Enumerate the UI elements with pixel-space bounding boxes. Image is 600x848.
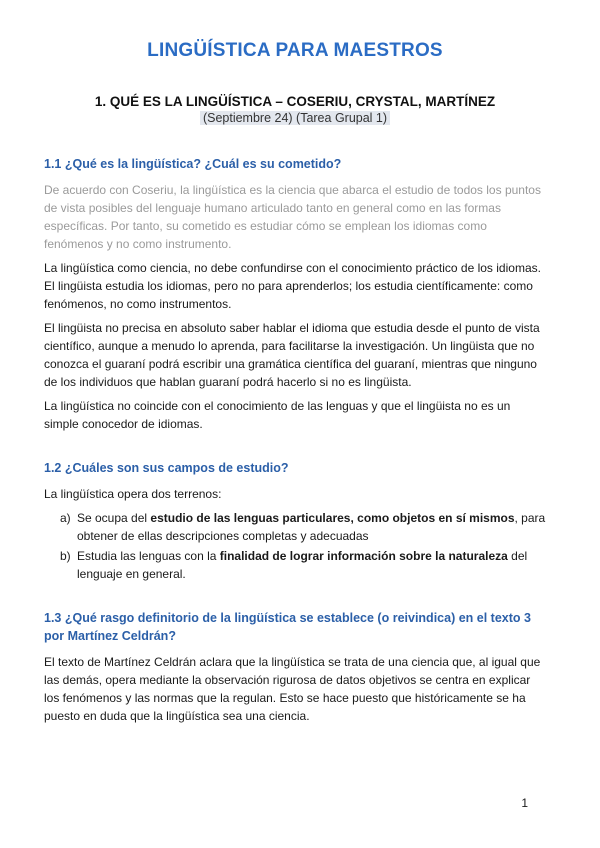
emphasis: estudio de las lenguas particulares [150, 511, 351, 525]
chapter-subheading [44, 111, 546, 125]
section-3-paragraph-1: El texto de Martínez Celdrán aclara que la lingüística se trata de una ciencia que, al igual que las demás, opera mediante la observación rigurosa de datos objetivos se centra en explicar los fenómenos y las normas que la regulan. Esto se hace puesto que históricamente se ha puesto en duda que la lingüística sea una ciencia. [44, 655, 541, 723]
list-marker: b) [60, 549, 71, 563]
section-3 [44, 609, 546, 725]
document-title: LINGÜÍSTICA PARA MAESTROS [147, 40, 443, 61]
section-2-intro: La lingüística opera dos terrenos: [44, 487, 222, 501]
fields-list [44, 509, 546, 583]
chapter-heading: 1. QUÉ ES LA LINGÜÍSTICA – COSERIU, CRYSTAL, MARTÍNEZ [94, 94, 496, 109]
section-1-paragraph-4: La lingüística no coincide con el conocimiento de las lenguas y que el lingüista no es un simple conocedor de idiomas. [44, 399, 511, 431]
section-3-title: 1.3 ¿Qué rasgo definitorio de la lingüística se establece (o reivindica) en el texto 3 por Martínez Celdrán? [44, 611, 531, 643]
section-2-title: 1.2 ¿Cuáles son sus campos de estudio? [44, 461, 289, 475]
list-marker: a) [60, 511, 71, 525]
section-1-paragraph-2: La lingüística como ciencia, no debe confundirse con el conocimiento práctico de los idiomas. El lingüista estudia los idiomas, pero no para aprenderlos; los estudia científicamente: como fenómenos, no como instrumentos. [44, 261, 541, 311]
emphasis: finalidad de lograr información sobre la naturaleza [219, 549, 508, 563]
section-1 [44, 155, 546, 433]
section-1-paragraph-1: De acuerdo con Coseriu, la lingüística es la ciencia que abarca el estudio de todos los puntos de vista posibles del lenguaje humano articulado tanto en general como en las formas específicas. Por tanto, su cometido es estudiar cómo se emplean los idiomas como fenómenos y no como instrumento. [44, 183, 541, 251]
section-2 [44, 459, 546, 583]
subheading-highlight: (Septiembre 24) (Tarea Grupal 1) [200, 111, 390, 125]
page-number: 1 [521, 796, 528, 810]
section-1-paragraph-3: El lingüista no precisa en absoluto saber hablar el idioma que estudia desde el punto de vista científico, aunque a menudo lo aprenda, para facilitarse la investigación. Un lingüista que no conozca el guaraní podrá escribir una gramática científica del guaraní, mientras que ninguno de los individuos que hablan guaraní podrá hacerlo si no es lingüista. [44, 321, 540, 389]
section-1-title: 1.1 ¿Qué es la lingüística? ¿Cuál es su cometido? [44, 157, 342, 171]
list-item: b) Estudia las lenguas con la finalidad de lograr información sobre la naturaleza del lenguaje en general. [60, 549, 528, 581]
list-item: a) Se ocupa del estudio de las lenguas particulares, como objetos en sí mismos, para obtener de ellas descripciones completas y adecuadas [60, 511, 546, 543]
emphasis: como objetos en sí mismos [357, 511, 515, 525]
